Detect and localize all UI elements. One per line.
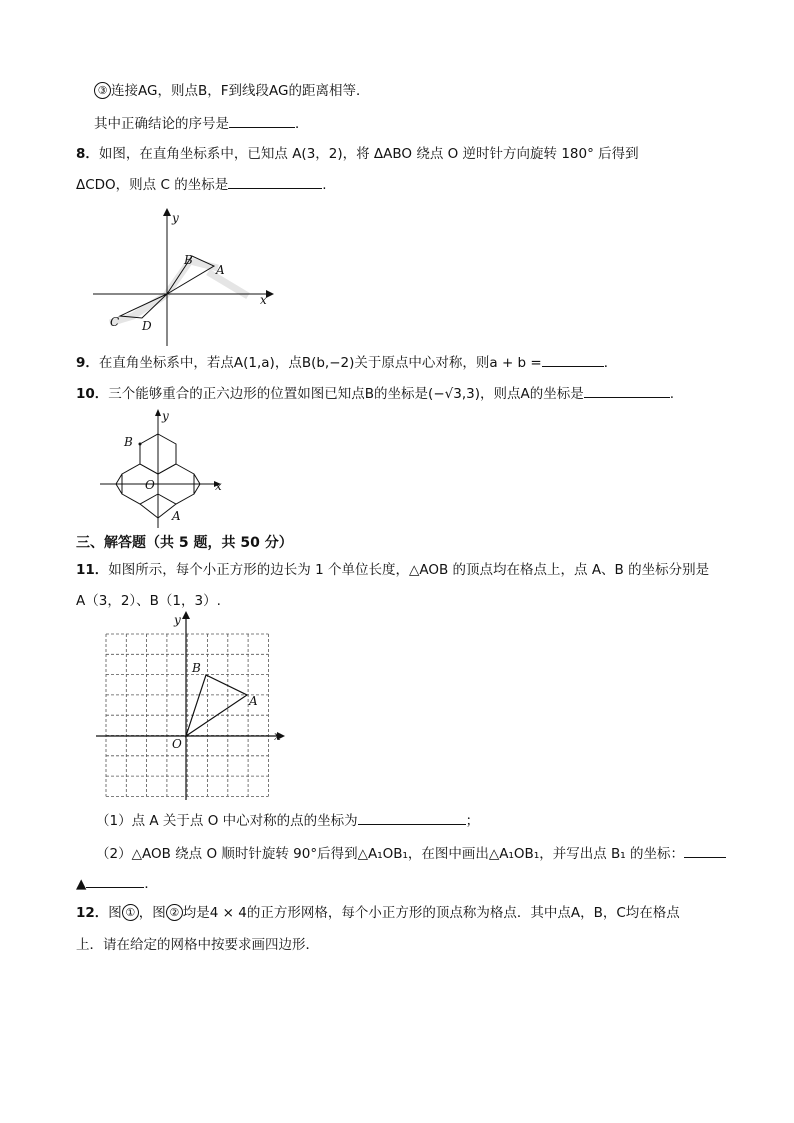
- q7-item3-text: 连接AG，则点B，F到线段AG的距离相等．: [111, 83, 370, 99]
- q11-sub2-end: ．: [144, 876, 158, 892]
- q7-end: ．: [295, 116, 309, 132]
- q10-label-x: x: [215, 479, 222, 493]
- q8-line1: [76, 144, 639, 164]
- q11-label-a: A: [249, 694, 258, 708]
- q11-label-x: x: [274, 729, 281, 743]
- q10-answer-blank[interactable]: [584, 383, 670, 398]
- q8-text1: 如图，在直角坐标系中，已知点 A(3，2)，将 ΔABO 绕点 O 逆时针方向旋转 180° 后得到: [98, 146, 639, 162]
- q10-figure: [96, 408, 226, 530]
- q11-text1: 如图所示，每个小正方形的边长为 1 个单位长度，△AOB 的顶点均在格点上，点 A、B 的坐标分别是: [108, 562, 710, 578]
- q8-x-arrow: [266, 290, 274, 298]
- q12-line2: [76, 935, 319, 955]
- q7-answer-blank[interactable]: [229, 113, 295, 128]
- q7-conclusion: [94, 113, 309, 134]
- q8-number: 8．: [76, 146, 99, 162]
- q10-label-y: y: [162, 409, 169, 423]
- q8-figure: [88, 208, 278, 348]
- q12-number: 12．: [76, 905, 109, 921]
- q9-line: [76, 352, 617, 373]
- q8-answer-blank[interactable]: [228, 174, 322, 189]
- q11-label-y: y: [174, 613, 181, 627]
- q8-label-c: C: [110, 315, 120, 329]
- q10-line: [76, 383, 674, 404]
- q11-text2: A（3，2）、B（1，3）.: [76, 593, 221, 609]
- q11-sub2-text: （2）△AOB 绕点 O 顺时针旋转 90°后得到△A₁OB₁，在图中画出△A₁OB₁，并写出点 B₁ 的坐标：: [96, 846, 684, 862]
- q11-sub2-mark: ▲: [76, 876, 87, 892]
- q8-scan-shading: [110, 261, 248, 323]
- q12-text1c: 均是4 × 4的正方形网格，每个小正方形的顶点称为格点．其中点A，B，C均在格点: [182, 905, 680, 921]
- q11-grid: [106, 634, 268, 796]
- q8-end: .: [322, 177, 327, 193]
- q7-item3: [94, 81, 369, 101]
- q12-fig2-circle: ②: [166, 904, 183, 921]
- q11-sub2-blank-a[interactable]: [684, 843, 726, 858]
- q9-end: ．: [603, 355, 618, 371]
- q9-number: 9．: [76, 355, 99, 371]
- q11-sub2-cont: [76, 873, 158, 894]
- q12-text1a: 图: [108, 905, 122, 921]
- q8-label-y: y: [172, 211, 179, 225]
- q10-number: 10．: [76, 386, 109, 402]
- q10-label-a: A: [172, 509, 181, 523]
- q10-point-b: [139, 443, 142, 446]
- q11-sub2-blank-b[interactable]: [86, 873, 144, 888]
- q11-line2: [76, 591, 221, 611]
- q11-figure: [96, 612, 296, 802]
- section3-title: 三、解答题（共 5 题，共 50 分）: [76, 535, 293, 551]
- q9-text: 在直角坐标系中，若点A(1,a)，点B(b,−2)关于原点中心对称，则a + b =: [98, 355, 542, 371]
- q8-label-a: A: [216, 263, 225, 277]
- q11-number: 11．: [76, 562, 109, 578]
- q11-y-arrow: [182, 611, 190, 619]
- q8-y-arrow: [163, 208, 171, 216]
- q11-sub2: [96, 843, 726, 864]
- q11-sub1-text: （1）点 A 关于点 O 中心对称的点的坐标为: [96, 813, 358, 829]
- q8-label-x: x: [260, 293, 267, 307]
- q10-text: 三个能够重合的正六边形的位置如图已知点B的坐标是(−√3,3)，则点A的坐标是: [108, 386, 584, 402]
- item-number-circle: ③: [94, 82, 111, 99]
- q12-text1b: ，图: [138, 905, 166, 921]
- q8-label-b: B: [184, 253, 193, 267]
- q10-label-b: B: [124, 435, 133, 449]
- q11-label-b: B: [192, 661, 201, 675]
- q12-fig1-circle: ①: [122, 904, 139, 921]
- q7-conclusion-text: 其中正确结论的序号是: [94, 116, 229, 132]
- q11-line1: [76, 560, 709, 580]
- q8-label-d: D: [142, 319, 152, 333]
- q11-sub1-end: ；: [465, 813, 480, 829]
- q10-y-arrow: [155, 409, 161, 416]
- q9-answer-blank[interactable]: [542, 352, 604, 367]
- q12-line1: [76, 903, 680, 923]
- q11-sub1-blank[interactable]: [358, 810, 466, 825]
- q11-label-o: O: [172, 737, 182, 751]
- q8-text2: ΔCDO，则点 C 的坐标是: [76, 177, 229, 193]
- q11-sub1: [96, 810, 479, 831]
- q12-text2: 上．请在给定的网格中按要求画四边形．: [76, 937, 319, 953]
- q8-line2: [76, 174, 327, 195]
- q11-triangle-aob: [186, 675, 247, 736]
- q10-label-o: O: [145, 478, 155, 492]
- q10-end: .: [669, 386, 675, 402]
